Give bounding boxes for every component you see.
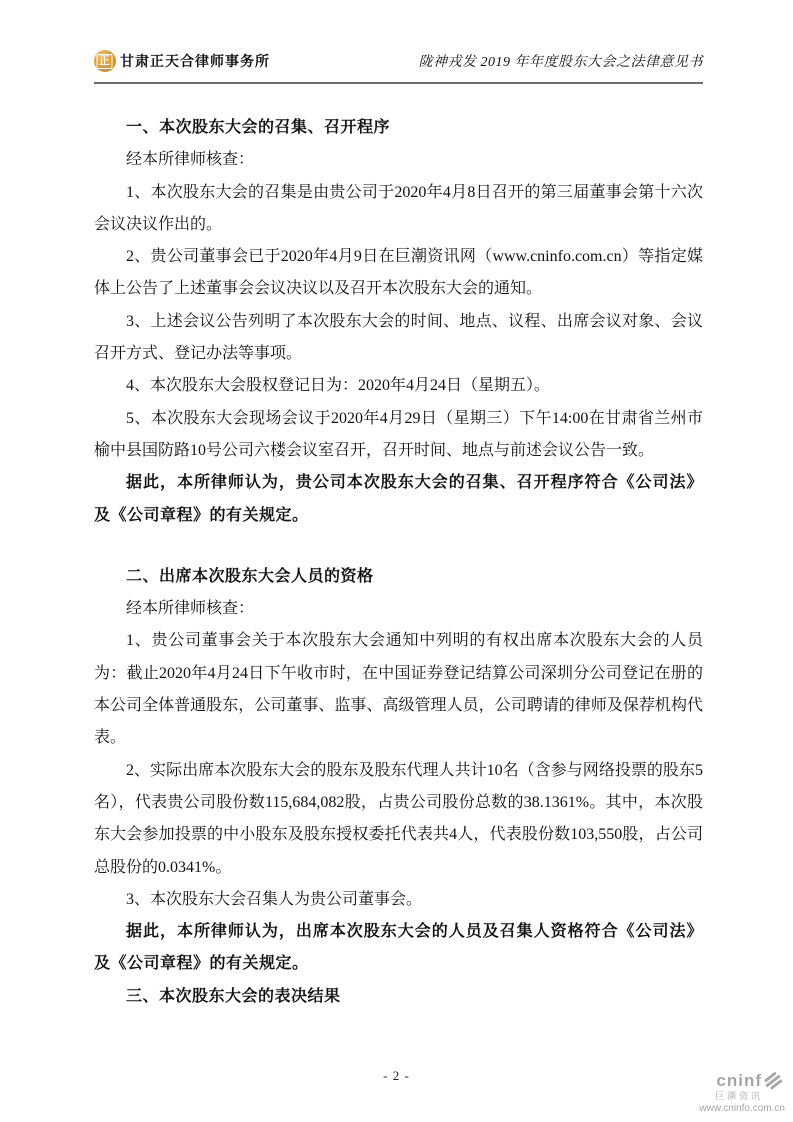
section-1-item-4: 4、本次股东大会股权登记日为：2020年4月24日（星期五）。 — [126, 377, 551, 395]
section-1-item-2: 2、贵公司董事会已于2020年4月9日在巨潮资讯网（www.cninfo.com.cn）等指定媒体上公告了上述董事会会议决议以及召开本次股东大会的通知。 — [94, 248, 703, 298]
section-1-item-3: 3、上述会议公告列明了本次股东大会的时间、地点、议程、出席会议对象、会议召开方式、登记办法等事项。 — [94, 312, 703, 363]
page-header — [94, 50, 703, 84]
section-2-item-1: 1、贵公司董事会关于本次股东大会通知中列明的有权出席本次股东大会的人员为：截止2020年4月24日下午收市时，在中国证券登记结算公司深圳分公司登记在册的本公司全体普通股东，公司董事、监事、高级管理人员，公司聘请的律师及保荐机构代表。 — [94, 632, 703, 747]
section-3-heading: 三、本次股东大会的表决结果 — [126, 987, 341, 1005]
section-2-item-2: 2、实际出席本次股东大会的股东及股东代理人共计10名（含参与网络投票的股东5名），代表贵公司股份数115,684,082股，占贵公司股份总数的38.1361%。其中，本次股东大会参加投票的中小股东及股东授权委托代表共4人，代表股份数103,550股，占公司总股份的0.0341%。 — [94, 761, 703, 876]
cninfo-chinese-name: 巨潮资讯 — [714, 1091, 763, 1102]
section-gap — [94, 532, 703, 561]
cninfo-brand-row — [679, 1071, 789, 1091]
section-1-intro: 经本所律师核查： — [126, 151, 255, 169]
section-1-item-5: 5、本次股东大会现场会议于2020年4月29日（星期三）下午14:00在甘肃省兰州市榆中县国防路10号公司六楼会议室召开，召开时间、地点与前述会议公告一致。 — [94, 409, 703, 459]
logo-glyph: 正 — [97, 54, 113, 69]
law-firm-name: 甘肃正天合律师事务所 — [120, 55, 270, 70]
law-firm-brand — [94, 50, 270, 72]
document-body — [94, 104, 703, 1013]
section-1-item-1: 1、本次股东大会的召集是由贵公司于2020年4月8日召开的第三届董事会第十六次会议决议作出的。 — [94, 183, 703, 233]
section-1-heading: 一、本次股东大会的召集、召开程序 — [126, 119, 391, 136]
law-firm-logo-icon — [94, 50, 116, 72]
page-number: - 2 - — [383, 1068, 410, 1083]
cninfo-url: www.cninfo.com.cn — [699, 1102, 785, 1114]
section-2-intro: 经本所律师核查： — [126, 600, 255, 618]
cninfo-swirl-icon — [763, 1071, 783, 1091]
document-header-title: 陇神戎发 2019 年年度股东大会之法律意见书 — [418, 55, 703, 70]
section-2-conclusion: 据此，本所律师认为，出席本次股东大会的人员及召集人资格符合《公司法》及《公司章程》的有关规定。 — [94, 923, 703, 973]
cninfo-brand-text: cninf — [716, 1071, 762, 1091]
section-2-heading: 二、出席本次股东大会人员的资格 — [126, 567, 374, 585]
section-2-item-3: 3、本次股东大会召集人为贵公司董事会。 — [126, 890, 423, 908]
section-1-conclusion: 据此，本所律师认为，贵公司本次股东大会的召集、召开程序符合《公司法》及《公司章程》的有关规定。 — [94, 474, 703, 524]
cninfo-watermark — [679, 1071, 789, 1114]
